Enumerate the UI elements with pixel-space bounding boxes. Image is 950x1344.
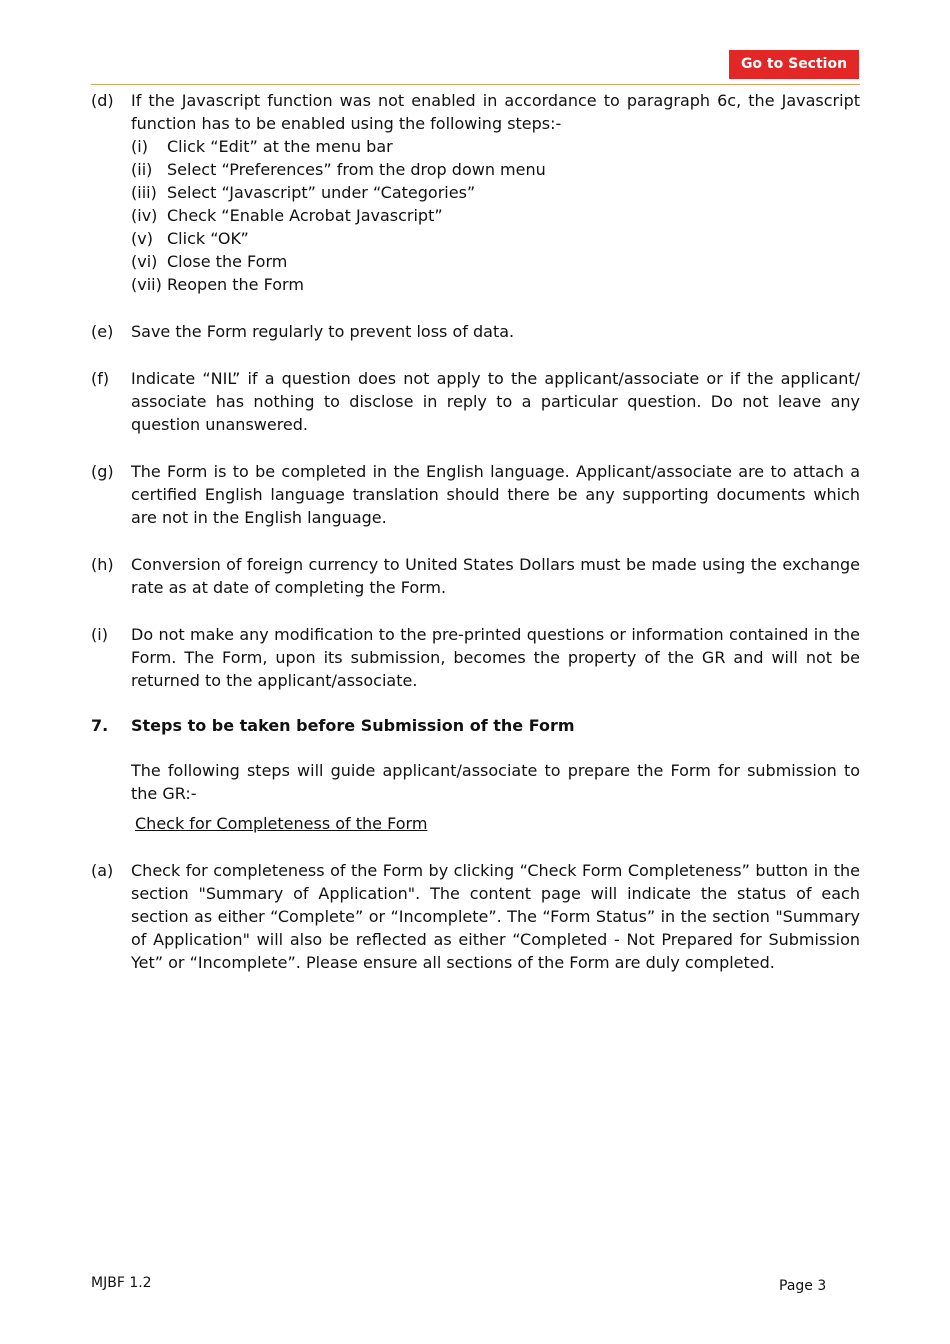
item-text: Conversion of foreign currency to United States Dollars must be made using the exchange rate as at date of completing the Form. — [131, 555, 860, 597]
item-content — [131, 89, 860, 296]
step-item — [131, 181, 860, 204]
section-7-intro: The following steps will guide applicant/associate to prepare the Form for submission to the GR:- — [131, 761, 860, 803]
step-text: Select “Preferences” from the drop down menu — [167, 160, 546, 179]
step-label: (ii) — [131, 160, 153, 179]
document-body — [91, 89, 860, 974]
section-7-heading — [91, 714, 860, 737]
step-item — [131, 204, 860, 227]
item-h — [91, 553, 860, 599]
item-i — [91, 623, 860, 692]
item-text: Save the Form regularly to prevent loss of data. — [131, 322, 515, 341]
item-f — [91, 367, 860, 436]
item-label: (f) — [91, 369, 110, 388]
item-e — [91, 320, 860, 343]
page-number: Page 3 — [779, 1278, 827, 1294]
item-label: (e) — [91, 322, 114, 341]
step-item — [131, 135, 860, 158]
item-label: (d) — [91, 91, 114, 110]
step-label: (i) — [131, 137, 148, 156]
completeness-subheading: Check for Completeness of the Form — [135, 814, 428, 833]
item-text: Do not make any modification to the pre-printed questions or information contained in the Form. The Form, upon its submission, becomes the property of the GR and will not be returned to the applicant/associate. — [131, 625, 860, 690]
item-label: (g) — [91, 462, 114, 481]
item-label: (i) — [91, 625, 108, 644]
step-label: (iii) — [131, 183, 157, 202]
step-text: Click “Edit” at the menu bar — [167, 137, 393, 156]
step-item — [131, 273, 860, 296]
step-text: Select “Javascript” under “Categories” — [167, 183, 476, 202]
step-item — [131, 250, 860, 273]
item-text: Indicate “NIL” if a question does not apply to the applicant/associate or if the applicant/ associate has nothing to disclose in reply to a particular question. Do not leave any question unanswered. — [131, 369, 860, 434]
step-text: Click “OK” — [167, 229, 249, 248]
step-text: Close the Form — [167, 252, 288, 271]
go-to-section-button[interactable]: Go to Section — [729, 50, 859, 79]
document-id: MJBF 1.2 — [91, 1275, 152, 1291]
section-title: Steps to be taken before Submission of the Form — [131, 716, 575, 735]
step-item — [131, 158, 860, 181]
step-item — [131, 227, 860, 250]
section-number: 7. — [91, 716, 109, 735]
item-7a — [91, 859, 860, 974]
item-text: The Form is to be completed in the English language. Applicant/associate are to attach a certified English language translation should there be any supporting documents which are not in the English language. — [131, 462, 860, 527]
step-text: Reopen the Form — [167, 275, 304, 294]
item-text: If the Javascript function was not enabled in accordance to paragraph 6c, the Javascript function has to be enabled using the following steps:- — [131, 91, 860, 133]
step-label: (v) — [131, 229, 153, 248]
item-g — [91, 460, 860, 529]
header-divider — [91, 84, 860, 85]
step-label: (iv) — [131, 206, 158, 225]
item-label: (h) — [91, 555, 114, 574]
item-text: Check for completeness of the Form by clicking “Check Form Completeness” button in the section "Summary of Application". The content page will indicate the status of each section as either “Complete” or “Incomplete”. The “Form Status” in the section "Summary of Application" will also be reflected as either “Completed - Not Prepared for Submission Yet” or “Incomplete”. Please ensure all sections of the Form are duly completed. — [131, 861, 860, 972]
item-label: (a) — [91, 861, 114, 880]
step-label: (vi) — [131, 252, 158, 271]
step-text: Check “Enable Acrobat Javascript” — [167, 206, 443, 225]
item-d — [91, 89, 860, 296]
step-label: (vii) — [131, 275, 162, 294]
